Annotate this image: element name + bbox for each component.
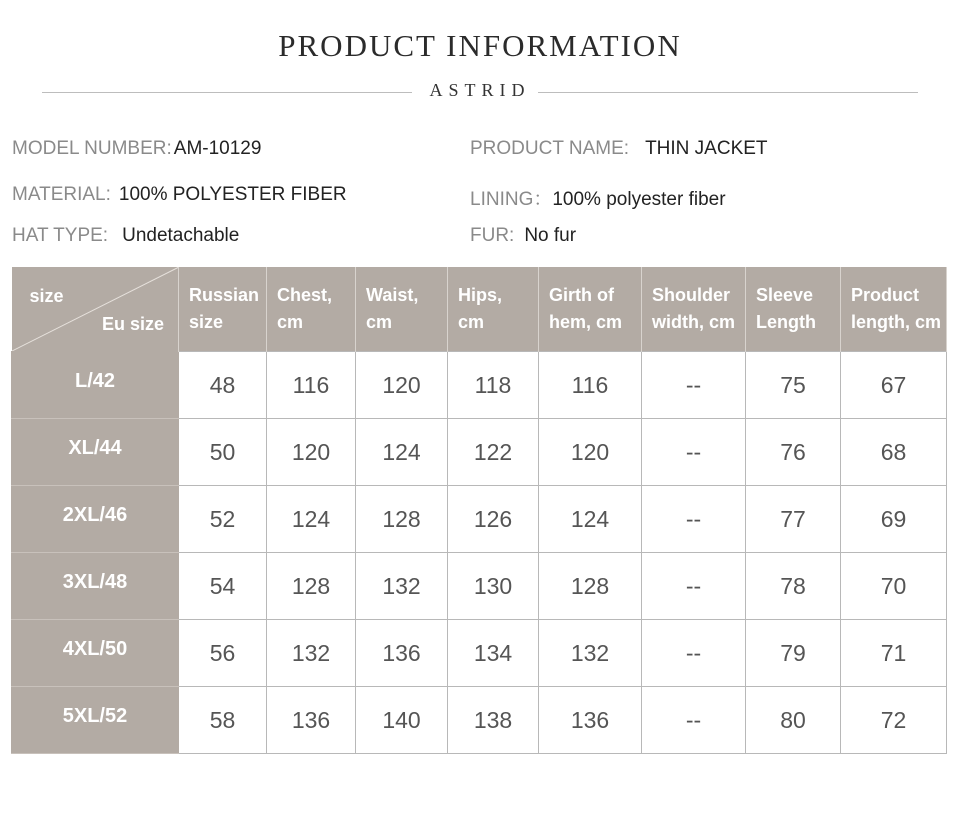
- header-sleeve-length: [746, 267, 841, 351]
- cell-russian-size: 56: [179, 619, 267, 686]
- brand-divider: [42, 80, 918, 104]
- corner-eu-size-label: Eu size: [101, 314, 164, 334]
- cell-chest: 128: [267, 552, 356, 619]
- cell-hem-girth: 132: [539, 619, 642, 686]
- cell-waist: 124: [356, 418, 448, 485]
- cell-hips: 134: [448, 619, 539, 686]
- cell-shoulder-width: --: [642, 619, 746, 686]
- cell-product-length: 72: [841, 686, 947, 753]
- cell-waist: 136: [356, 619, 448, 686]
- page-title: PRODUCT INFORMATION: [278, 28, 682, 63]
- cell-chest: 132: [267, 619, 356, 686]
- cell-shoulder-width: --: [642, 351, 746, 418]
- header-waist-line: cm: [366, 311, 393, 332]
- header-russian-size-line: size: [189, 311, 224, 332]
- header-hips-line: Hips,: [458, 284, 503, 305]
- cell-chest: 120: [267, 418, 356, 485]
- table-row: [12, 418, 947, 485]
- model-number-label: MODEL NUMBER:: [12, 138, 172, 159]
- cell-shoulder-width: --: [642, 686, 746, 753]
- cell-russian-size: 52: [179, 485, 267, 552]
- header-chest-line: Chest,: [277, 284, 333, 305]
- cell-sleeve-length: 79: [746, 619, 841, 686]
- cell-shoulder-width: --: [642, 418, 746, 485]
- cell-sleeve-length: 80: [746, 686, 841, 753]
- header-sleeve-length-line: Sleeve: [756, 284, 814, 305]
- cell-hem-girth: 124: [539, 485, 642, 552]
- header-hips-line: cm: [458, 311, 485, 332]
- header-chest: [267, 267, 356, 351]
- cell-hips: 130: [448, 552, 539, 619]
- cell-waist: 132: [356, 552, 448, 619]
- row-size-label: XL/44: [12, 418, 179, 485]
- cell-waist: 128: [356, 485, 448, 552]
- cell-hem-girth: 116: [539, 351, 642, 418]
- divider-line-right: [538, 92, 918, 93]
- table-row: [12, 351, 947, 418]
- hat-type-label: HAT TYPE:: [12, 225, 109, 246]
- table-row: [12, 686, 947, 753]
- header-waist: [356, 267, 448, 351]
- cell-sleeve-length: 75: [746, 351, 841, 418]
- cell-waist: 120: [356, 351, 448, 418]
- cell-product-length: 69: [841, 485, 947, 552]
- row-size-label: L/42: [12, 351, 179, 418]
- material-row: [12, 184, 347, 206]
- header-shoulder-width: [642, 267, 746, 351]
- cell-product-length: 71: [841, 619, 947, 686]
- hat-type-row: [12, 225, 239, 247]
- header-waist-line: Waist,: [366, 284, 419, 305]
- fur-label: FUR:: [470, 225, 515, 246]
- lining-label: LINING：: [470, 189, 553, 210]
- cell-sleeve-length: 76: [746, 418, 841, 485]
- table-body: [12, 351, 947, 753]
- cell-chest: 136: [267, 686, 356, 753]
- row-size-label: 4XL/50: [12, 619, 179, 686]
- header-product-length-line: Product: [851, 284, 920, 305]
- cell-product-length: 68: [841, 418, 947, 485]
- header-hem-girth: [539, 267, 642, 351]
- fur-row: [470, 225, 576, 247]
- fur-value: No fur: [524, 225, 577, 246]
- cell-russian-size: 48: [179, 351, 267, 418]
- cell-hips: 126: [448, 485, 539, 552]
- lining-row: [470, 184, 726, 211]
- material-label: MATERIAL:: [12, 184, 111, 205]
- brand-name: ASTRID: [429, 80, 531, 100]
- header-chest-line: cm: [277, 311, 304, 332]
- row-size-label: 3XL/48: [12, 552, 179, 619]
- cell-product-length: 67: [841, 351, 947, 418]
- cell-waist: 140: [356, 686, 448, 753]
- corner-size-label: size: [29, 286, 64, 306]
- size-table: [11, 267, 947, 754]
- table-row: [12, 552, 947, 619]
- material-value: 100% POLYESTER FIBER: [118, 184, 347, 205]
- product-name-value: THIN JACKET: [645, 138, 768, 159]
- table-row: [12, 485, 947, 552]
- cell-russian-size: 50: [179, 418, 267, 485]
- header-hem-girth-line: Girth of: [549, 284, 614, 305]
- cell-hem-girth: 128: [539, 552, 642, 619]
- cell-product-length: 70: [841, 552, 947, 619]
- cell-sleeve-length: 77: [746, 485, 841, 552]
- cell-sleeve-length: 78: [746, 552, 841, 619]
- table-header-row: [12, 267, 947, 351]
- cell-hem-girth: 120: [539, 418, 642, 485]
- cell-hips: 122: [448, 418, 539, 485]
- header-shoulder-width-line: Shoulder: [652, 284, 731, 305]
- cell-chest: 116: [267, 351, 356, 418]
- header-russian-size: [179, 267, 267, 351]
- header-hips: [448, 267, 539, 351]
- model-number-row: [12, 138, 261, 160]
- cell-hips: 138: [448, 686, 539, 753]
- product-name-label: PRODUCT NAME:: [470, 138, 630, 159]
- cell-shoulder-width: --: [642, 552, 746, 619]
- cell-shoulder-width: --: [642, 485, 746, 552]
- cell-hips: 118: [448, 351, 539, 418]
- lining-value: 100% polyester fiber: [552, 189, 726, 210]
- row-size-label: 2XL/46: [12, 485, 179, 552]
- header-product-length: [841, 267, 947, 351]
- model-number-value: AM-10129: [173, 138, 262, 159]
- cell-chest: 124: [267, 485, 356, 552]
- cell-russian-size: 58: [179, 686, 267, 753]
- row-size-label: 5XL/52: [12, 686, 179, 753]
- header-product-length-line: length, cm: [851, 311, 942, 332]
- table-row: [12, 619, 947, 686]
- header-sleeve-length-line: Length: [756, 311, 816, 332]
- header-russian-size-line: Russian: [189, 284, 260, 305]
- cell-hem-girth: 136: [539, 686, 642, 753]
- size-corner-header: [12, 267, 179, 351]
- cell-russian-size: 54: [179, 552, 267, 619]
- hat-type-value: Undetachable: [122, 225, 240, 246]
- product-name-row: [470, 138, 768, 160]
- header-shoulder-width-line: width, cm: [652, 311, 736, 332]
- header-hem-girth-line: hem, cm: [549, 311, 623, 332]
